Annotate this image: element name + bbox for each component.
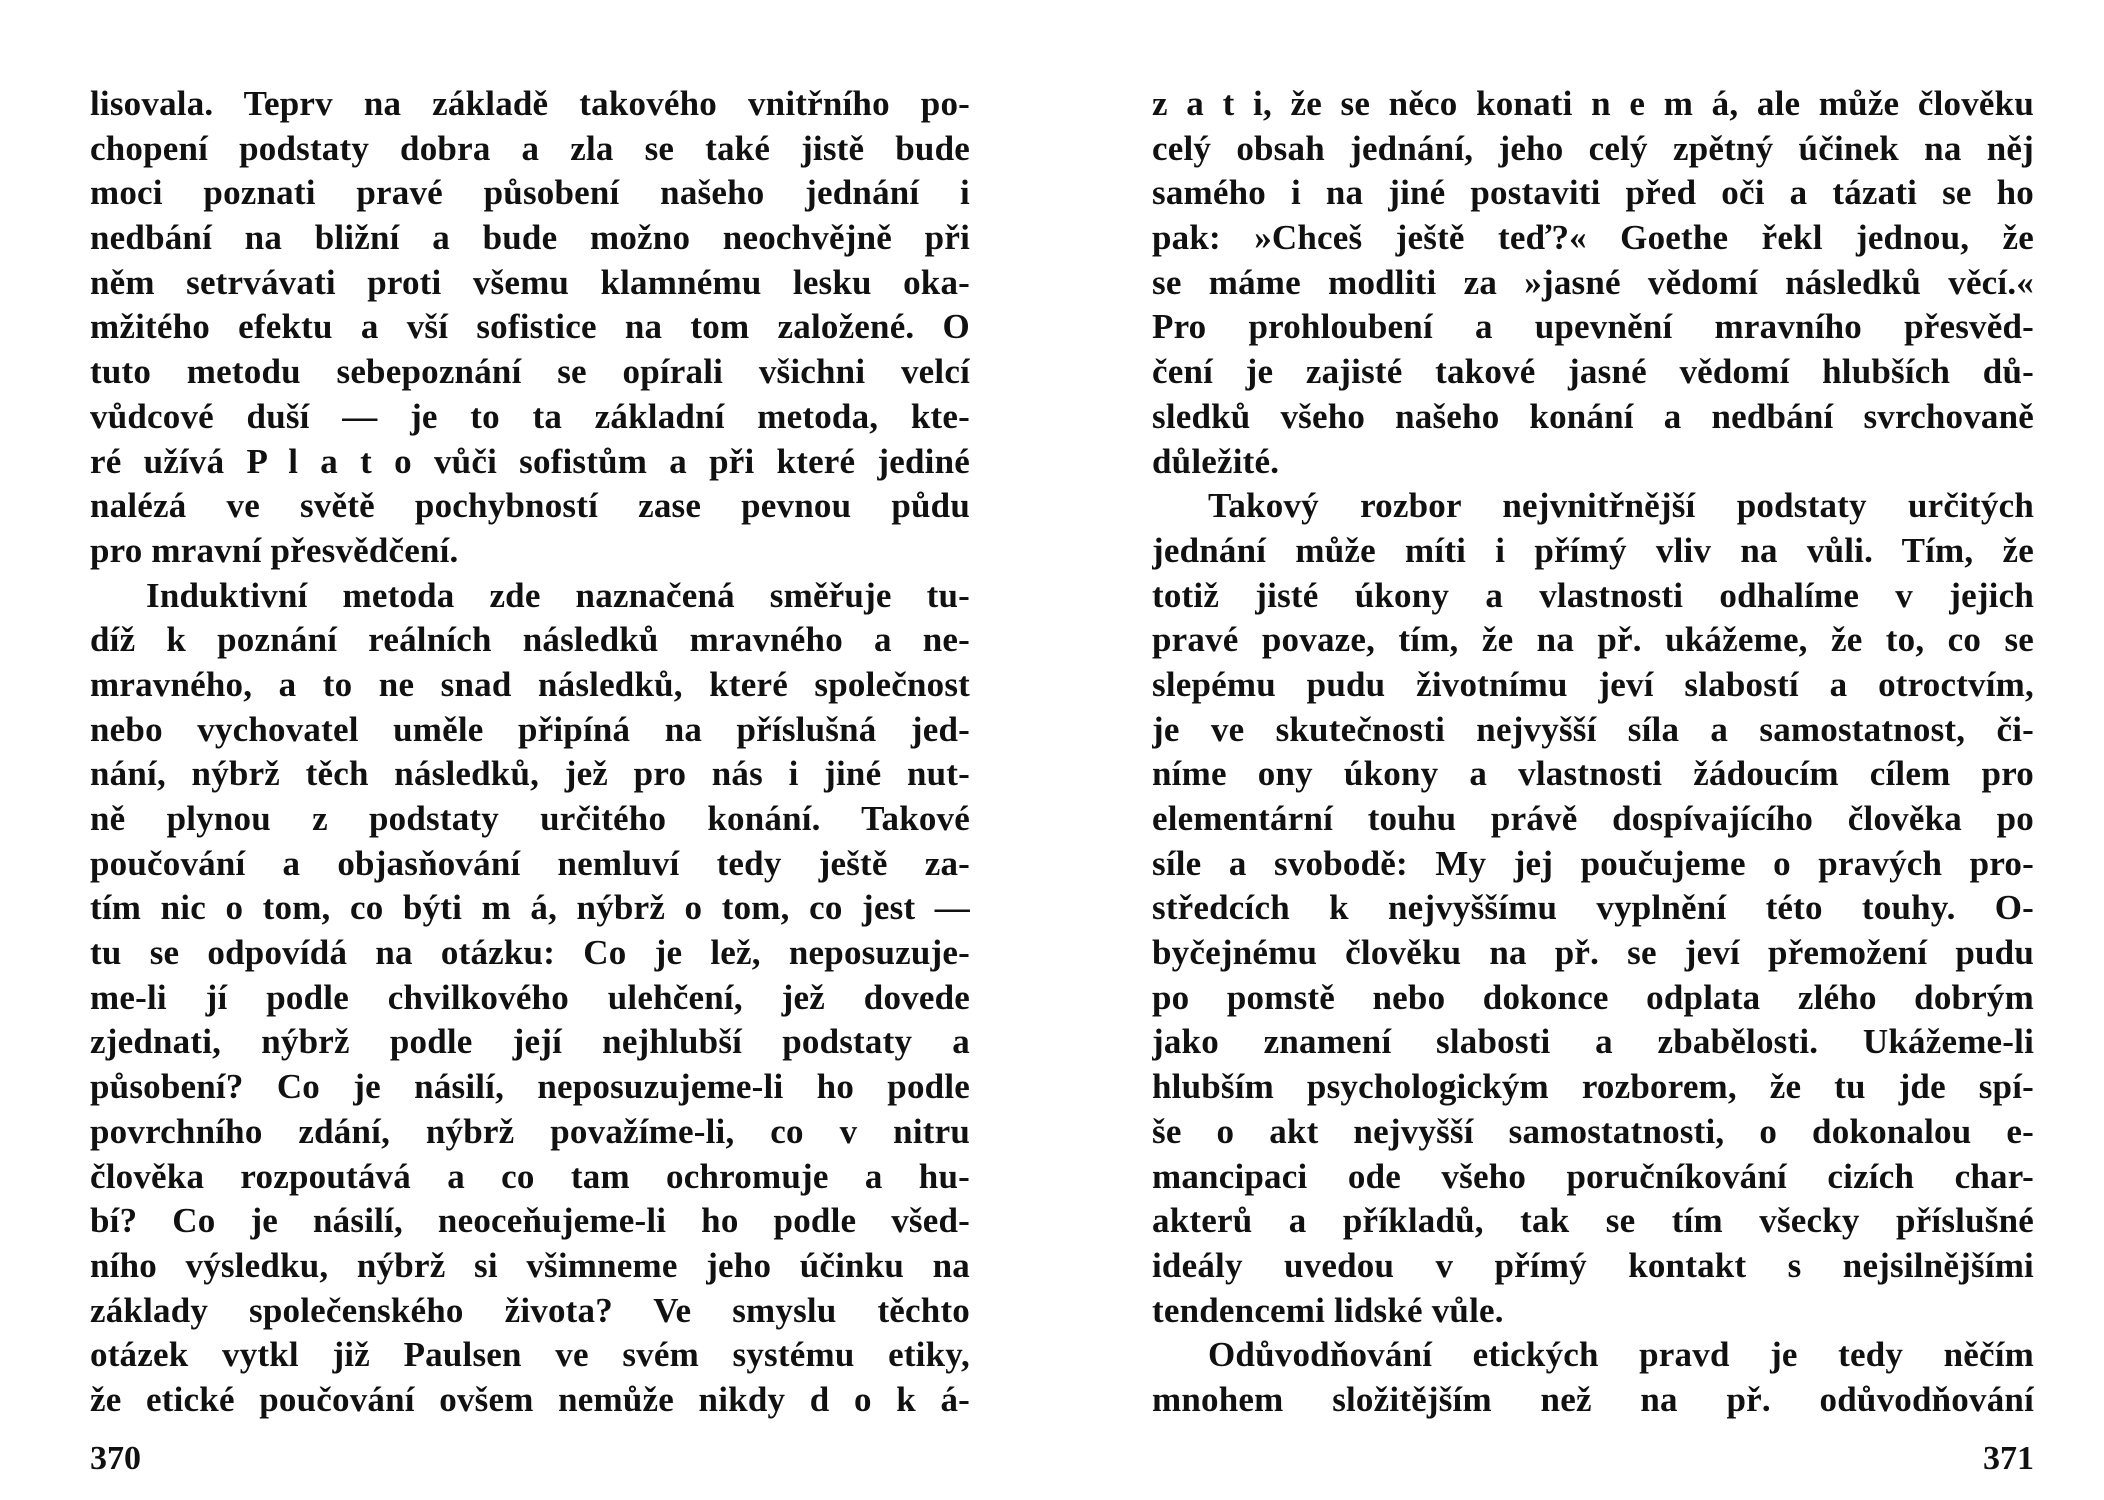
left-page xyxy=(90,82,970,1477)
text-line: jako znamení slabosti a zbabělosti. Ukážeme-li xyxy=(1152,1022,2034,1062)
text-line: základy společenského života? Ve smyslu těchto xyxy=(90,1290,970,1330)
text-line: mravného, a to ne snad následků, které společnost xyxy=(90,664,970,704)
text-line: tím nic o tom, co býti m á, nýbrž o tom, co jest — xyxy=(90,888,970,928)
text-line: po pomstě nebo dokonce odplata zlého dobrým xyxy=(1152,977,2034,1017)
text-line: ré užívá P l a t o vůči sofistům a při které jediné xyxy=(90,441,970,481)
page-number-left: 370 xyxy=(90,1440,141,1477)
left-page-text xyxy=(90,82,970,1423)
text-line: še o akt nejvyšší samostatnosti, o dokonalou e- xyxy=(1152,1111,2034,1151)
text-line: vůdcové duší — je to ta základní metoda, kte- xyxy=(90,396,970,436)
text-line: ního výsledku, nýbrž si všimneme jeho účinku na xyxy=(90,1245,970,1285)
text-line: zjednati, nýbrž podle její nejhlubší podstaty a xyxy=(90,1022,970,1062)
text-line: Odůvodňování etických pravd je tedy něčím xyxy=(1208,1335,2034,1375)
text-line: otázek vytkl již Paulsen ve svém systému etiky, xyxy=(90,1335,970,1375)
text-line: Takový rozbor nejvnitřnější podstaty určitých xyxy=(1208,486,2034,526)
text-line: pak: »Chceš ještě teď?« Goethe řekl jednou, že xyxy=(1152,218,2034,258)
text-line: níme ony úkony a vlastnosti žádoucím cílem pro xyxy=(1152,754,2034,794)
text-line: akterů a příkladů, tak se tím všecky příslušné xyxy=(1152,1201,2034,1241)
text-line: síle a svobodě: My jej poučujeme o pravých pro- xyxy=(1152,843,2034,883)
text-line: povrchního zdání, nýbrž považíme-li, co v nitru xyxy=(90,1111,970,1151)
text-line: celý obsah jednání, jeho celý zpětný účinek na něj xyxy=(1152,128,2034,168)
text-line: pravé povaze, tím, že na př. ukážeme, že to, co se xyxy=(1152,620,2034,660)
text-line: byčejnému člověku na př. se jeví přemožení pudu xyxy=(1152,933,2034,973)
text-line: tu se odpovídá na otázku: Co je lež, neposuzuje- xyxy=(90,933,970,973)
text-line: nání, nýbrž těch následků, jež pro nás i jiné nut- xyxy=(90,754,970,794)
text-line: díž k poznání reálních následků mravného a ne- xyxy=(90,620,970,660)
text-line: moci poznati pravé působení našeho jednání i xyxy=(90,173,970,213)
text-line: bí? Co je násilí, neoceňujeme-li ho podle všed- xyxy=(90,1201,970,1241)
text-line: mžitého efektu a vší sofistice na tom založené. O xyxy=(90,307,970,347)
text-line: nebo vychovatel uměle připíná na příslušná jed- xyxy=(90,709,970,749)
text-line: me-li jí podle chvilkového ulehčení, jež dovede xyxy=(90,977,970,1017)
text-line: se máme modliti za »jasné vědomí následků věcí.« xyxy=(1152,262,2034,302)
text-line: něm setrvávati proti všemu klamnému lesku oka- xyxy=(90,262,970,302)
text-line: Pro prohloubení a upevnění mravního přesvěd- xyxy=(1152,307,2034,347)
text-line: poučování a objasňování nemluví tedy ještě za- xyxy=(90,843,970,883)
text-line: pro mravní přesvědčení. xyxy=(90,530,459,570)
text-line: chopení podstaty dobra a zla se také jistě bude xyxy=(90,128,970,168)
text-line: působení? Co je násilí, neposuzujeme-li ho podle xyxy=(90,1067,970,1107)
right-page-text xyxy=(1152,82,2034,1423)
text-line: totiž jisté úkony a vlastnosti odhalíme v jejich xyxy=(1152,575,2034,615)
text-line: je ve skutečnosti nejvyšší síla a samostatnost, či- xyxy=(1152,709,2034,749)
right-page xyxy=(1152,82,2034,1477)
text-line: ideály uvedou v přímý kontakt s nejsilnějšími xyxy=(1152,1245,2034,1285)
text-line: nedbání na bližní a bude možno neochvějně při xyxy=(90,218,970,258)
text-line: Induktivní metoda zde naznačená směřuje tu- xyxy=(146,575,970,615)
text-line: lisovala. Teprv na základě takového vnitřního po- xyxy=(90,84,970,123)
text-line: z a t i, že se něco konati n e m á, ale může člověku xyxy=(1152,84,2034,123)
text-line: elementární touhu právě dospívajícího člověka po xyxy=(1152,799,2034,838)
text-line: jednání může míti i přímý vliv na vůli. Tím, že xyxy=(1152,530,2034,570)
text-line: tendencemi lidské vůle. xyxy=(1152,1290,1504,1330)
text-line: člověka rozpoutává a co tam ochromuje a hu- xyxy=(90,1156,970,1196)
text-line: nalézá ve světě pochybností zase pevnou půdu xyxy=(90,486,970,526)
text-line: mancipaci ode všeho poručníkování cizích char- xyxy=(1152,1156,2034,1196)
text-line: že etické poučování ovšem nemůže nikdy d o k á- xyxy=(90,1379,970,1419)
text-line: čení je zajisté takové jasné vědomí hlubších dů- xyxy=(1152,352,2034,392)
text-line: tuto metodu sebepoznání se opírali všichni velcí xyxy=(90,352,970,392)
page-number-right: 371 xyxy=(1983,1440,2034,1477)
text-line: hlubším psychologickým rozborem, že tu jde spí- xyxy=(1152,1067,2034,1107)
text-line: důležité. xyxy=(1152,441,1280,481)
text-line: samého i na jiné postaviti před oči a tázati se ho xyxy=(1152,173,2034,213)
text-line: mnohem složitějším než na př. odůvodňování xyxy=(1152,1379,2034,1419)
text-line: ně plynou z podstaty určitého konání. Takové xyxy=(90,799,970,838)
text-line: středcích k nejvyššímu vyplnění této touhy. O- xyxy=(1152,888,2034,928)
text-line: sledků všeho našeho konání a nedbání svrchovaně xyxy=(1152,396,2034,436)
text-line: slepému pudu životnímu jeví slabostí a otroctvím, xyxy=(1152,664,2034,704)
